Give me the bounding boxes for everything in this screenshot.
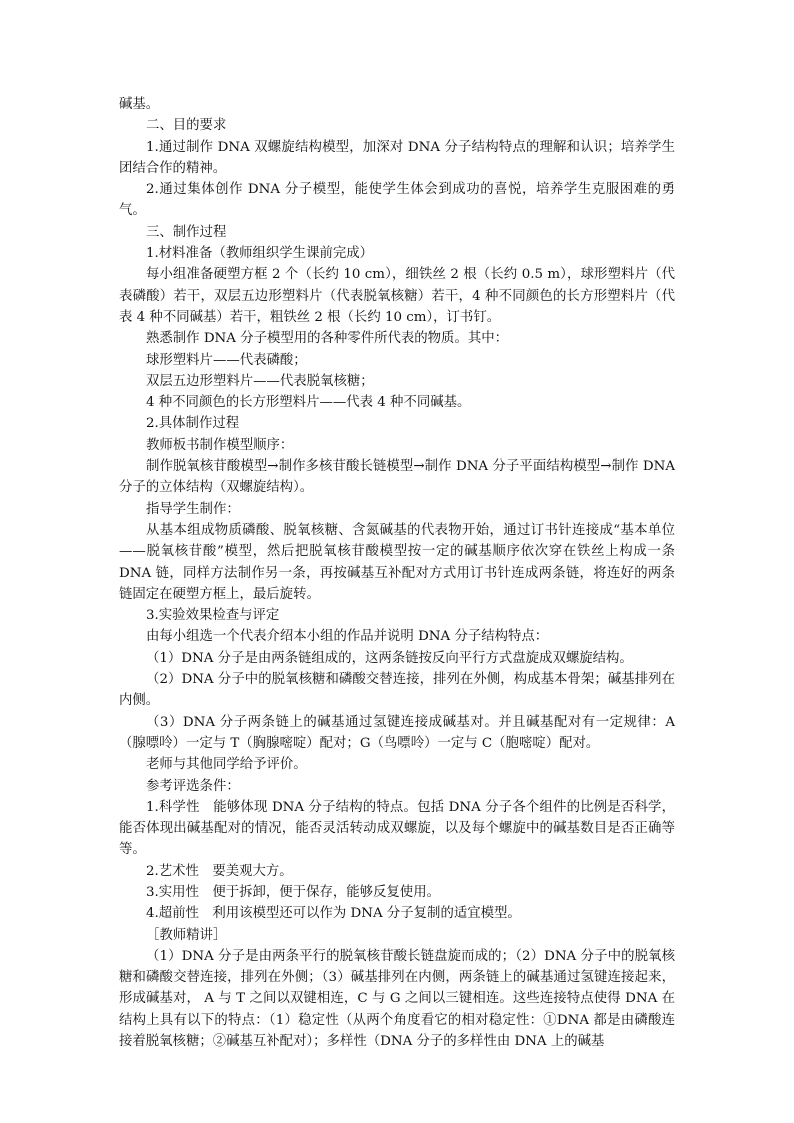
- paragraph: （1）DNA 分子是由两条平行的脱氧核苷酸长链盘旋而成的；（2）DNA 分子中的脱氧核糖和磷酸交替连接，排列在外侧；（3）碱基排列在内侧，两条链上的碱基通过氢键连接起来，形成碱基对， A 与 T 之间以双键相连，C 与 G 之间以三键相连。这些连接特点使得 DNA 在结构上具有以下的特点：（1）稳定性（从两个角度看它的相对稳定性：①DNA 都是由磷酸连接着脱氧核糖；②碱基互补配对）；多样性（DNA 分子的多样性由 DNA 上的碱基: [119, 948, 675, 1050]
- list-item: 2.艺术性 要美观大方。: [146, 863, 293, 879]
- list-item: 4.超前性 利用该模型还可以作为 DNA 分子复制的适宜模型。: [146, 906, 521, 922]
- list-item: 1.科学性 能够体现 DNA 分子结构的特点。包括 DNA 分子各个组件的比例是否科学，能否体现出碱基配对的情况，能否灵活转动成双螺旋，以及每个螺旋中的碱基数目是否正确等等。: [119, 799, 675, 858]
- paragraph: 教师板书制作模型顺序：: [146, 437, 294, 453]
- subsection-heading: 3.实验效果检查与评定: [146, 608, 280, 624]
- section-heading: 三、制作过程: [146, 224, 227, 240]
- list-item: （1）DNA 分子是由两条链组成的，这两条链按反向平行方式盘旋成双螺旋结构。: [146, 650, 633, 666]
- paragraph: 老师与其他同学给予评价。: [146, 757, 307, 773]
- paragraph: 指导学生制作：: [146, 501, 240, 517]
- paragraph: 从基本组成物质磷酸、脱氧核糖、含氮碱基的代表物开始，通过订书针连接成“基本单位——脱氧核苷酸”模型，然后把脱氧核苷酸模型按一定的碱基顺序依次穿在铁丝上构成一条 DNA 链，同样方法制作另一条，再按碱基互补配对方式用订书针连成两条链，将连好的两条链固定在硬塑方框上，最后旋转。: [119, 522, 675, 602]
- paragraph: 熟悉制作 DNA 分子模型用的各种零件所代表的物质。其中：: [146, 331, 509, 347]
- paragraph: 2.通过集体创作 DNA 分子模型，能使学生体会到成功的喜悦，培养学生克服困难的勇气。: [119, 182, 675, 219]
- section-heading: 二、目的要求: [146, 118, 227, 134]
- paragraph: 参考评选条件：: [146, 778, 240, 794]
- document-body: [119, 94, 675, 1052]
- paragraph: 双层五边形塑料片——代表脱氧核糖；: [146, 373, 374, 389]
- paragraph: 1.通过制作 DNA 双螺旋结构模型，加深对 DNA 分子结构特点的理解和认识；培养学生团结合作的精神。: [119, 139, 675, 176]
- paragraph: 制作脱氧核苷酸模型→制作多核苷酸长链模型→制作 DNA 分子平面结构模型→制作 DNA 分子的立体结构（双螺旋结构）。: [119, 459, 675, 496]
- subsection-heading: ［教师精讲］: [146, 927, 227, 943]
- subsection-heading: 1.材料准备（教师组织学生课前完成）: [146, 246, 374, 262]
- paragraph: 每小组准备硬塑方框 2 个（长约 10 cm），细铁丝 2 根（长约 0.5 m），球形塑料片（代表磷酸）若干，双层五边形塑料片（代表脱氧核糖）若干，4 种不同颜色的长方形塑料片（代表 4 种不同碱基）若干，粗铁丝 2 根（长约 10 cm），订书钉。: [119, 267, 675, 325]
- list-item: 3.实用性 便于拆卸，便于保存，能够反复使用。: [146, 884, 440, 900]
- list-item: （2）DNA 分子中的脱氧核糖和磷酸交替连接，排列在外侧，构成基本骨架；碱基排列在内侧。: [119, 672, 675, 709]
- paragraph: 碱基。: [119, 97, 160, 112]
- paragraph: 4 种不同颜色的长方形塑料片——代表 4 种不同碱基。: [146, 395, 471, 411]
- subsection-heading: 2.具体制作过程: [146, 416, 240, 432]
- paragraph: 由每小组选一个代表介绍本小组的作品并说明 DNA 分子结构特点：: [146, 629, 549, 645]
- list-item: （3）DNA 分子两条链上的碱基通过氢键连接成碱基对。并且碱基配对有一定规律：A（腺嘌呤）一定与 T（胸腺嘧啶）配对；G（鸟嘌呤）一定与 C（胞嘧啶）配对。: [119, 714, 675, 751]
- paragraph: 球形塑料片——代表磷酸；: [146, 352, 307, 368]
